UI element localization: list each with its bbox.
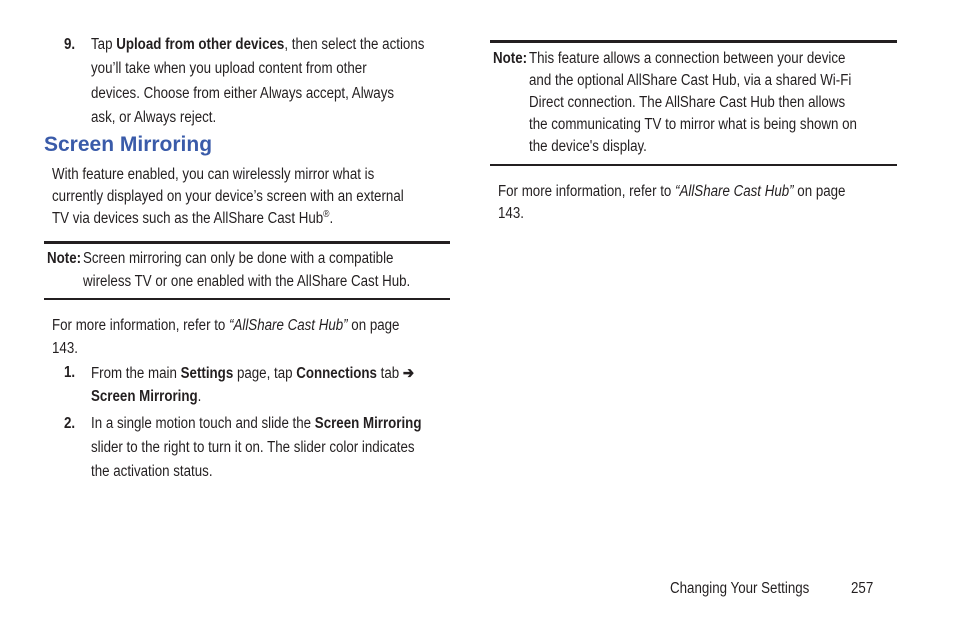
arrow-icon: ➔ bbox=[402, 365, 415, 382]
footer-chapter: Changing Your Settings bbox=[670, 580, 810, 597]
screen-mirroring-slider-label: Screen Mirroring bbox=[314, 415, 422, 432]
settings-label: Settings bbox=[180, 365, 234, 382]
note-left-top-rule bbox=[44, 241, 450, 244]
moreinfo-left-line-1: For more information, refer to “AllShare Cast Hub” on page bbox=[52, 317, 400, 334]
note-right-label: Note: bbox=[493, 50, 528, 67]
step-1-line-2: Screen Mirroring. bbox=[91, 388, 202, 405]
note-left-bottom-rule bbox=[44, 298, 450, 300]
moreinfo-right-line-1: For more information, refer to “AllShare Cast Hub” on page bbox=[498, 183, 846, 200]
screen-mirroring-label: Screen Mirroring bbox=[91, 388, 198, 405]
step-9-line-1: Tap Upload from other devices, then select the actions bbox=[91, 36, 425, 53]
step-1-number: 1. bbox=[64, 364, 76, 381]
intro-line-2: currently displayed on your device’s screen with an external bbox=[52, 188, 404, 205]
note-left-label: Note: bbox=[47, 250, 82, 267]
upload-from-other-devices-label: Upload from other devices bbox=[116, 36, 285, 53]
registered-mark: ® bbox=[323, 208, 330, 220]
step-1-line-1: From the main Settings page, tap Connections tab ➔ bbox=[91, 365, 415, 382]
note-right-line-4: the communicating TV to mirror what is being shown on bbox=[529, 116, 857, 133]
allshare-cast-hub-reference-right[interactable]: “AllShare Cast Hub” bbox=[675, 183, 794, 200]
note-right-line-5: the device's display. bbox=[529, 138, 647, 155]
step-9-line-4: ask, or Always reject. bbox=[91, 109, 217, 126]
step-2-line-2: slider to the right to turn it on. The slider color indicates bbox=[91, 439, 415, 456]
note-right-bottom-rule bbox=[490, 164, 897, 166]
section-heading: Screen Mirroring bbox=[44, 133, 213, 156]
step-2-number: 2. bbox=[64, 415, 76, 432]
note-right-line-1: This feature allows a connection between your device bbox=[529, 50, 846, 67]
step-9-number: 9. bbox=[64, 36, 76, 53]
moreinfo-left-line-2: 143. bbox=[52, 340, 78, 357]
note-left-line-2: wireless TV or one enabled with the AllShare Cast Hub. bbox=[83, 273, 411, 290]
step-2-line-1: In a single motion touch and slide the Screen Mirroring bbox=[91, 415, 422, 432]
note-left-line-1: Screen mirroring can only be done with a compatible bbox=[83, 250, 394, 267]
note-right-line-3: Direct connection. The AllShare Cast Hub then allows bbox=[529, 94, 846, 111]
step-9-line-2: you’ll take when you upload content from other bbox=[91, 60, 367, 77]
note-right-line-2: and the optional AllShare Cast Hub, via a shared Wi-Fi bbox=[529, 72, 852, 89]
footer-page-number: 257 bbox=[851, 580, 874, 597]
moreinfo-right-line-2: 143. bbox=[498, 205, 524, 222]
step-9-line-3: devices. Choose from either Always accept, Always bbox=[91, 85, 395, 102]
step-2-line-3: the activation status. bbox=[91, 463, 213, 480]
intro-line-3: TV via devices such as the AllShare Cast Hub®. bbox=[52, 208, 334, 227]
intro-line-1: With feature enabled, you can wirelessly mirror what is bbox=[52, 166, 375, 183]
allshare-cast-hub-reference-left[interactable]: “AllShare Cast Hub” bbox=[229, 317, 348, 334]
note-right-top-rule bbox=[490, 40, 897, 43]
connections-label: Connections bbox=[296, 365, 377, 382]
